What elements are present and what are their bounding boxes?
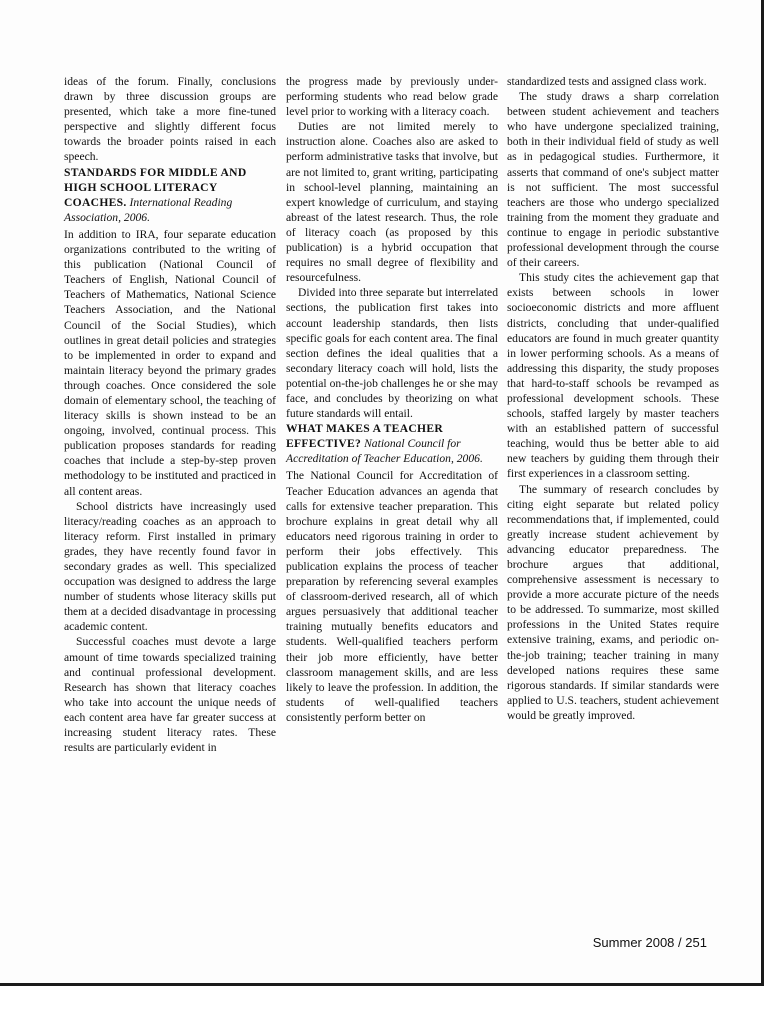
paragraph: Divided into three separate but interrelated sections, the publication first takes into account leadership standards, then lists specific goals for each content area. The final section defines the ideal qualities that a secondary literacy coach will hold, lists the potential on-the-job challenges he or she may face, and concludes by theorizing on what future standards will entail. (286, 286, 498, 421)
paragraph: the progress made by previously under-performing students who read below grade level prior to working with a literacy coach. (286, 75, 498, 119)
column-1 (64, 74, 276, 755)
section-heading (64, 165, 276, 225)
issue-label: Summer 2008 (592, 935, 675, 950)
paragraph: Successful coaches must devote a large amount of time towards specialized training and continual professional development. Research has shown that literacy coaches who take into account the unique needs of each content area have far greater success at increasing student literacy rates. These results are particularly evident in (64, 635, 276, 755)
section-title: STANDARDS FOR MIDDLE AND HIGH SCHOOL LITERACY COACHES. (64, 165, 247, 209)
paragraph: The summary of research concludes by citing eight separate but related policy recommendations that, if implemented, could greatly increase student achievement by advancing educator preparedness. The brochure argues that additional, comprehensive assessment is necessary to provide a more accurate picture of the needs to be addressed. To summarize, most skilled professions in the United States require extensive training, exams, and periodic on-the-job training; teacher training in many developed nations requires these same rigorous standards. If similar standards were applied to U.S. teachers, student achievement would be greatly improved. (507, 482, 719, 722)
paragraph: standardized tests and assigned class work. (507, 75, 707, 88)
section-heading (286, 421, 498, 466)
paragraph: The study draws a sharp correlation between student achievement and teachers who have undergone specialized training, both in their individual field of study as well as in pedagogical studies. Furthermore, it asserts that command of one's subject matter is not sufficient. The most successful teachers are those who undergo specialized training from the moment they graduate and continue to engage in periodic substantive professional development through the course of their careers. (507, 90, 719, 270)
column-3 (507, 74, 719, 723)
page-number: 251 (685, 935, 707, 950)
section-source: National Council for Accreditation of Teacher Education, 2006. (286, 437, 483, 466)
footer-separator: / (678, 935, 682, 950)
paragraph: School districts have increasingly used literacy/reading coaches as an approach to literacy reform. First installed in primary grades, they have recently found favor in secondary grades as well. This specialized occupation was designed to address the large number of students whose literacy skills put them at a decided disadvantage in processing academic content. (64, 499, 276, 634)
column-2 (286, 74, 498, 725)
paragraph: Duties are not limited merely to instruction alone. Coaches also are asked to perform administrative tasks that involve, but are not limited to, grant writing, participating in school-level planning, maintaining an expert knowledge of curriculum, and staying abreast of the latest research. Thus, the role of literacy coach (as proposed by this publication) is a hybrid occupation that requires no small degree of flexibility and resourcefulness. (286, 120, 498, 285)
paragraph: In addition to IRA, four separate education organizations contributed to the writing of this publication (National Council of Teachers of English, National Council of Teachers of Mathematics, National Science Teachers Association, and the National Council of the Social Studies), which outlines in great detail policies and strategies to be implemented in order to expand and maintain literacy beyond the primary grades through coaches. Once considered the sole domain of elementary school, the teaching of literacy skills is shown instead to be an ongoing, involved, continual process. This publication proposes standards for reading coaches that include a step-by-step proven methodology to be instituted and practiced in all content areas. (64, 227, 276, 498)
paragraph: ideas of the forum. Finally, conclusions drawn by three discussion groups are presented, which take a more fine-tuned perspective and slightly different focus towards the broader points raised in each speech. (64, 75, 276, 164)
section-source: International Reading Association, 2006. (64, 195, 233, 224)
paragraph: The National Council for Accreditation of Teacher Education advances an agenda that calls for extensive teacher preparation. This brochure explains in great detail why all educators need rigorous training in order to perform their jobs effectively. This publication explains the process of teacher preparation by referencing several examples of classroom-derived research, all of which argues persuasively that additional teacher training mutually benefits educators and students. Well-qualified teachers perform their job more efficiently, have better classroom management skills, and are less likely to leave the profession. In addition, the students of well-qualified teachers consistently perform better on (286, 469, 498, 724)
paragraph: This study cites the achievement gap that exists between schools in lower socioeconomic districts and more affluent districts, concluding that under-qualified educators are found in much greater quantity in lower performing schools. As a means of addressing this disparity, the study proposes that hard-to-staff schools be revamped as professional development schools. These schools, staffed largely by master teachers with an established pattern of successful teaching, would thus be better able to aid new teachers by guiding them through their first experiences in a classroom setting. (507, 271, 719, 481)
page-footer (593, 935, 707, 950)
section-title: WHAT MAKES A TEACHER EFFECTIVE? (286, 422, 444, 451)
